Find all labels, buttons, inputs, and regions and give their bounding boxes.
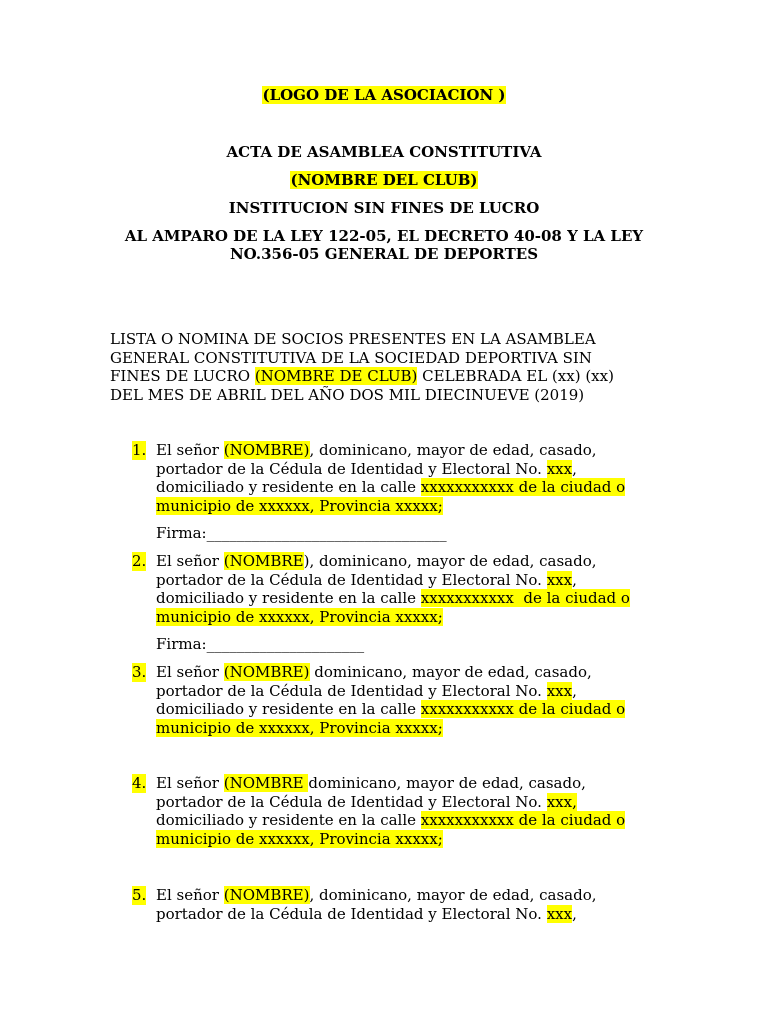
member-id-label: portador de la Cédula de Identidad y Electoral No. (156, 459, 547, 478)
member-description: ), dominicano, mayor de edad, casado, (303, 552, 597, 570)
intro-line-4: DEL MES DE ABRIL DEL AÑO DOS MIL DIECINUEVE (2019) (110, 385, 585, 404)
list-number: 3. (132, 663, 147, 681)
member-street-placeholder: xxxxxxxxxxx de la ciudad o (420, 811, 626, 829)
member-line-2 (156, 793, 656, 812)
intro-club-placeholder: (NOMBRE DE CLUB) (254, 367, 418, 385)
member-description: dominicano, mayor de edad, casado, (308, 774, 586, 792)
member-municipality-placeholder: municipio de xxxxxx, Provincia xxxxx; (156, 829, 443, 848)
member-line-3 (156, 589, 656, 608)
signature-line: Firma:________________________________ (156, 524, 447, 542)
member-line-2 (156, 682, 656, 701)
intro-line-1: LISTA O NOMINA DE SOCIOS PRESENTES EN LA ASAMBLEA (110, 330, 596, 348)
intro-line-3 (110, 367, 650, 386)
signature-line: Firma:_____________________ (156, 635, 365, 653)
member-address-label: domiciliado y residente en la calle (156, 589, 421, 607)
member-details (156, 886, 656, 923)
member-details (156, 552, 656, 626)
member-street-placeholder: xxxxxxxxxxx de la ciudad o (420, 589, 630, 607)
list-number: 2. (132, 552, 147, 570)
logo-placeholder (0, 86, 768, 104)
club-name-placeholder (0, 171, 768, 189)
intro-paragraph (110, 330, 650, 404)
member-address-label: domiciliado y residente en la calle (156, 811, 421, 829)
member-address-label: domiciliado y residente en la calle (156, 478, 421, 496)
list-number: 5. (132, 886, 147, 904)
member-line-4 (156, 719, 656, 738)
intro-line-3-pre: FINES DE LUCRO (110, 367, 255, 385)
member-line-1 (156, 774, 656, 793)
member-name-placeholder: (NOMBRE) (223, 663, 310, 681)
legal-basis-line-1: AL AMPARO DE LA LEY 122-05, EL DECRETO 40-08 Y LA LEY (124, 227, 644, 245)
member-id-placeholder: xxx, (546, 792, 577, 811)
member-line-2 (156, 905, 656, 924)
list-number: 4. (132, 774, 147, 792)
member-name-placeholder: (NOMBRE) (223, 886, 310, 904)
member-details (156, 663, 656, 737)
document-subtitle: INSTITUCION SIN FINES DE LUCRO (228, 199, 540, 217)
member-line-2-post: , (572, 681, 577, 700)
member-description: , dominicano, mayor de edad, casado, (309, 441, 597, 459)
list-number: 1. (132, 441, 147, 459)
member-line-1 (156, 663, 656, 682)
member-intro-text: El señor (156, 552, 224, 570)
member-line-3 (156, 478, 656, 497)
member-line-1 (156, 441, 656, 460)
member-municipality-placeholder: municipio de xxxxxx, Provincia xxxxx; (156, 718, 443, 737)
member-line-4 (156, 830, 656, 849)
member-description: dominicano, mayor de edad, casado, (309, 663, 592, 681)
member-line-3 (156, 811, 656, 830)
member-street-placeholder: xxxxxxxxxxx de la ciudad o (420, 478, 626, 496)
logo-placeholder-text: (LOGO DE LA ASOCIACION ) (262, 86, 506, 104)
member-line-4 (156, 608, 656, 627)
member-line-2-post: , (572, 570, 577, 589)
member-line-3 (156, 700, 656, 719)
member-line-4 (156, 497, 656, 516)
intro-line-3-post: CELEBRADA EL (xx) (xx) (417, 367, 614, 385)
member-line-2-post: , (572, 459, 577, 478)
member-id-label: portador de la Cédula de Identidad y Electoral No. (156, 792, 547, 811)
member-address-label: domiciliado y residente en la calle (156, 700, 421, 718)
member-id-placeholder: xxx (546, 459, 573, 478)
member-line-1 (156, 552, 656, 571)
member-description: , dominicano, mayor de edad, casado, (309, 886, 597, 904)
member-id-placeholder: xxx (546, 904, 573, 923)
member-municipality-placeholder: municipio de xxxxxx, Provincia xxxxx; (156, 496, 443, 515)
member-line-2-post: , (572, 904, 577, 923)
member-name-placeholder: (NOMBRE) (223, 441, 310, 459)
document-title: ACTA DE ASAMBLEA CONSTITUTIVA (226, 143, 542, 161)
member-name-placeholder: (NOMBRE (223, 552, 304, 570)
member-intro-text: El señor (156, 774, 224, 792)
member-id-placeholder: xxx (546, 570, 573, 589)
member-id-label: portador de la Cédula de Identidad y Electoral No. (156, 570, 547, 589)
member-id-label: portador de la Cédula de Identidad y Electoral No. (156, 681, 547, 700)
member-details (156, 774, 656, 848)
member-street-placeholder: xxxxxxxxxxx de la ciudad o (420, 700, 626, 718)
member-id-label: portador de la Cédula de Identidad y Electoral No. (156, 904, 547, 923)
intro-line-2: GENERAL CONSTITUTIVA DE LA SOCIEDAD DEPORTIVA SIN (110, 348, 592, 367)
member-intro-text: El señor (156, 663, 224, 681)
member-intro-text: El señor (156, 886, 224, 904)
member-name-placeholder: (NOMBRE (223, 774, 309, 792)
member-line-2 (156, 460, 656, 479)
member-line-1 (156, 886, 656, 905)
legal-basis-line-2: NO.356-05 GENERAL DE DEPORTES (229, 245, 539, 263)
member-details (156, 441, 656, 515)
member-municipality-placeholder: municipio de xxxxxx, Provincia xxxxx; (156, 607, 443, 626)
member-id-placeholder: xxx (546, 681, 573, 700)
member-intro-text: El señor (156, 441, 224, 459)
legal-basis-heading (110, 227, 658, 263)
club-name-placeholder-text: (NOMBRE DEL CLUB) (290, 171, 478, 189)
member-line-2 (156, 571, 656, 590)
